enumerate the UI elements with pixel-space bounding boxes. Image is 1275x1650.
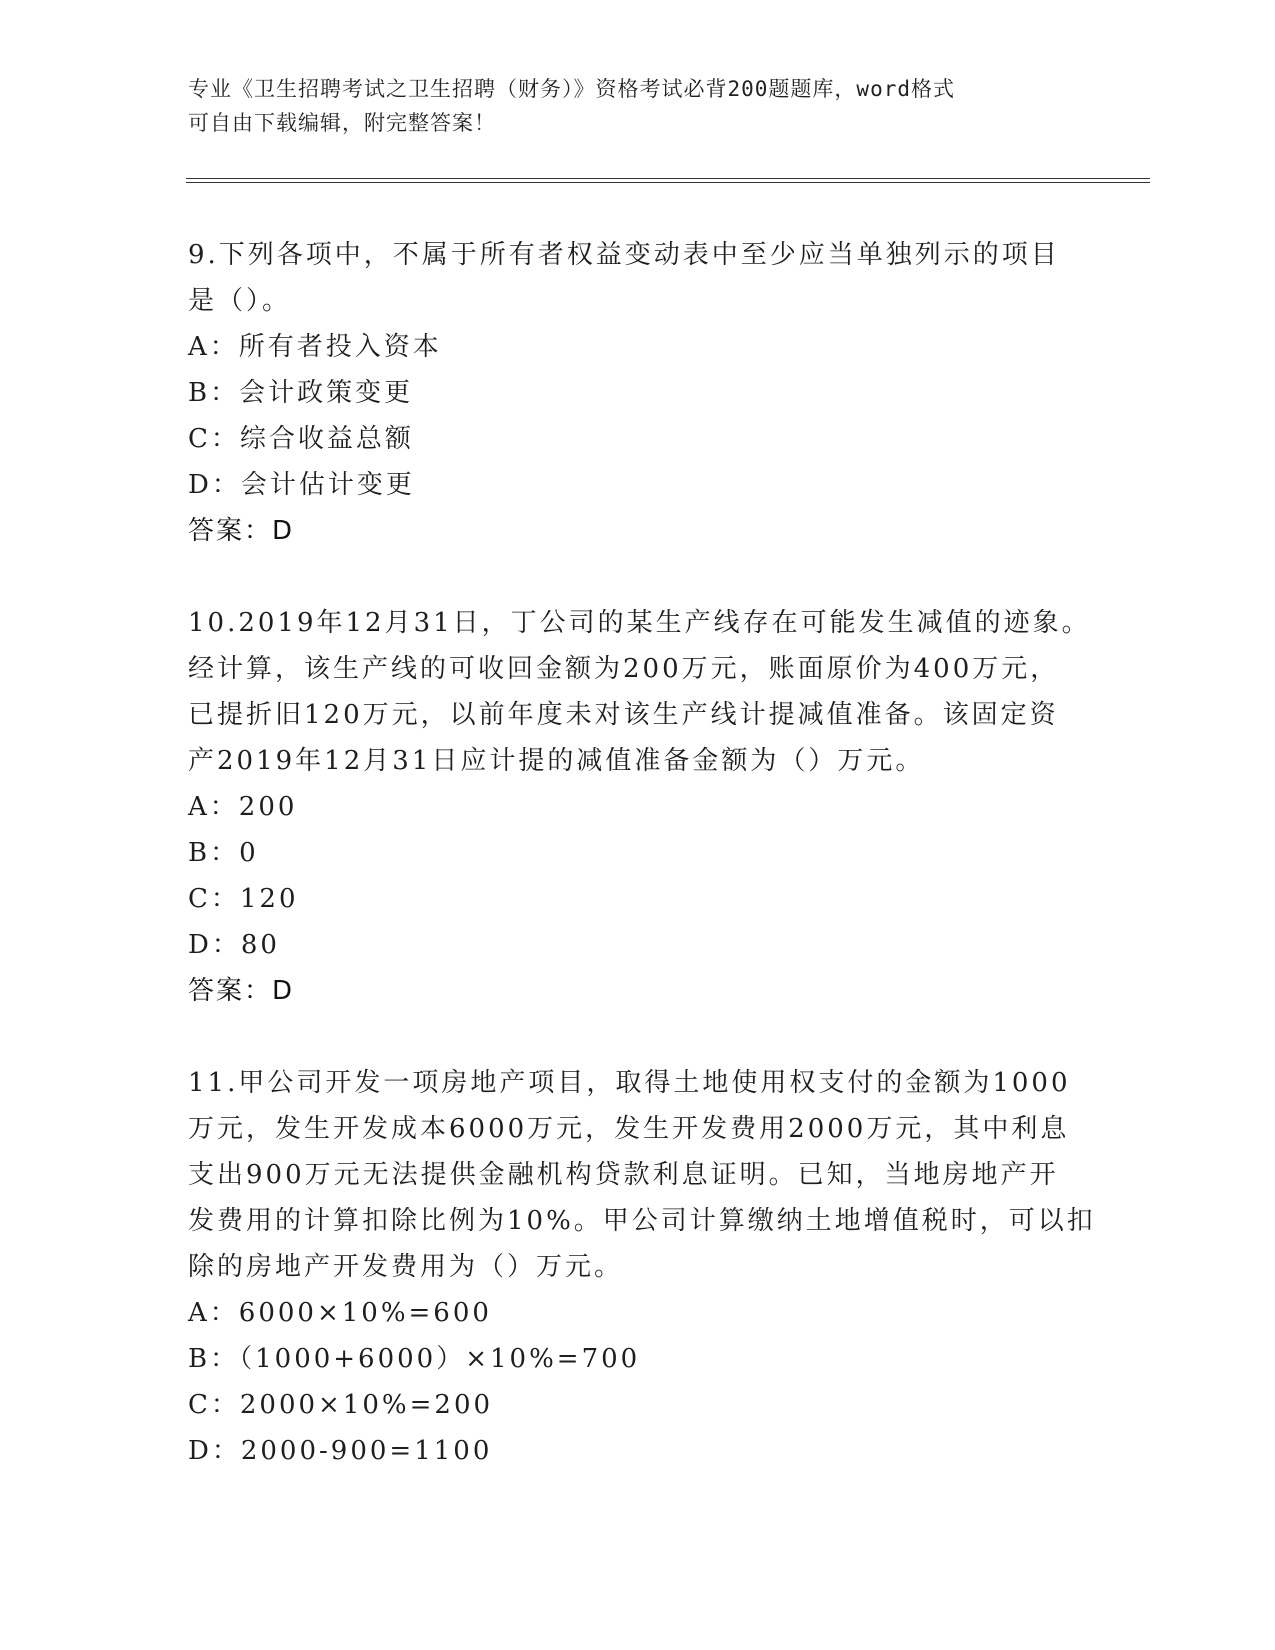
option-c: C：120	[188, 884, 299, 914]
question-text-line: 经计算，该生产线的可收回金额为200万元，账面原价为400万元，	[188, 654, 1060, 684]
option-a: A：200	[188, 792, 298, 822]
document-header	[188, 72, 1088, 140]
header-line-2: 可自由下载编辑，附完整答案！	[188, 111, 496, 135]
answer-line: 答案：D	[188, 976, 295, 1006]
header-line-1: 专业《卫生招聘考试之卫生招聘（财务）》资格考试必背200题题库，word格式	[188, 77, 955, 101]
question-11	[188, 1060, 1096, 1474]
option-c: C：综合收益总额	[188, 424, 414, 454]
question-gap	[188, 554, 1088, 600]
question-9	[188, 232, 1088, 554]
question-10	[188, 600, 1091, 1014]
option-d: D：2000-900=1100	[188, 1436, 493, 1466]
question-text-line: 产2019年12月31日应计提的减值准备金额为（）万元。	[188, 746, 925, 776]
answer-line: 答案：D	[188, 516, 295, 546]
option-c: C：2000×10%=200	[188, 1390, 494, 1420]
question-text-line: 10.2019年12月31日，丁公司的某生产线存在可能发生减值的迹象。	[188, 608, 1091, 638]
question-list	[188, 232, 1096, 1474]
option-b: B：0	[188, 838, 259, 868]
question-text-line: 支出900万元无法提供金融机构贷款利息证明。已知，当地房地产开	[188, 1160, 1059, 1190]
question-text-line: 是（）。	[188, 286, 292, 316]
question-text-line: 除的房地产开发费用为（）万元。	[188, 1252, 624, 1282]
question-text-line: 9.下列各项中，不属于所有者权益变动表中至少应当单独列示的项目	[188, 240, 1060, 270]
question-text-line: 11.甲公司开发一项房地产项目，取得土地使用权支付的金额为1000	[188, 1068, 1071, 1098]
question-text-line: 发费用的计算扣除比例为10%。甲公司计算缴纳土地增值税时，可以扣	[188, 1206, 1096, 1236]
header-divider-top	[186, 178, 1150, 179]
option-b: B：（1000+6000）×10%=700	[188, 1344, 641, 1374]
question-gap	[188, 1014, 1088, 1060]
option-a: A：6000×10%=600	[188, 1298, 492, 1328]
question-text-line: 万元，发生开发成本6000万元，发生开发费用2000万元，其中利息	[188, 1114, 1070, 1144]
option-a: A：所有者投入资本	[188, 332, 442, 362]
question-text-line: 已提折旧120万元，以前年度未对该生产线计提减值准备。该固定资	[188, 700, 1059, 730]
option-d: D：80	[188, 930, 280, 960]
header-divider-bottom	[186, 182, 1150, 183]
option-d: D：会计估计变更	[188, 470, 415, 500]
option-b: B：会计政策变更	[188, 378, 414, 408]
